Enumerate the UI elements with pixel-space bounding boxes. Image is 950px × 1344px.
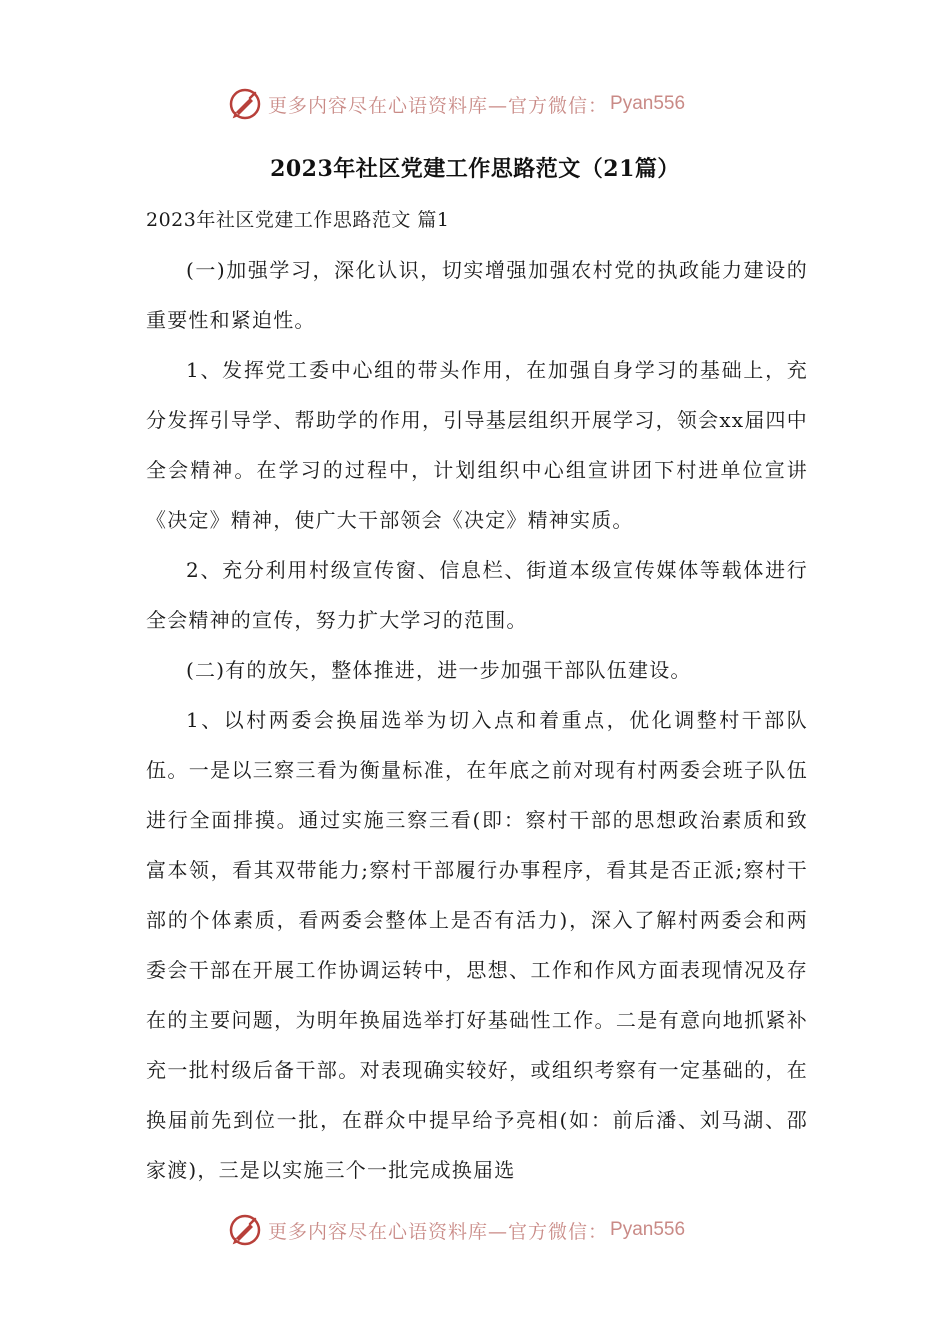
- pen-logo-icon: [228, 1213, 262, 1247]
- body-paragraph: 1、发挥党工委中心组的带头作用，在加强自身学习的基础上，充分发挥引导学、帮助学的作用，引导基层组织开展学习，领会xx届四中全会精神。在学习的过程中，计划组织中心组宣讲团下村进单位宣讲《决定》精神，使广大干部领会《决定》精神实质。: [146, 358, 808, 532]
- banner-wechat-id: Pyan556: [610, 93, 686, 114]
- header-watermark-banner: [228, 86, 685, 122]
- body-paragraph: (一)加强学习，深化认识，切实增强加强农村党的执政能力建设的重要性和紧迫性。: [146, 258, 808, 332]
- banner-text: 更多内容尽在心语资料库—官方微信：: [268, 94, 609, 117]
- footer-watermark-banner: [228, 1212, 685, 1248]
- document-title: 2023年社区党建工作思路范文（21篇）: [270, 156, 680, 182]
- document-subtitle: 2023年社区党建工作思路范文 篇1: [146, 209, 450, 231]
- body-paragraph: (二)有的放矢，整体推进，进一步加强干部队伍建设。: [186, 658, 692, 682]
- banner-wechat-id: Pyan556: [610, 1219, 686, 1240]
- body-paragraph: 1、以村两委会换届选举为切入点和着重点，优化调整村干部队伍。一是以三察三看为衡量标准，在年底之前对现有村两委会班子队伍进行全面排摸。通过实施三察三看(即：察村干部的思想政治素质和致富本领，看其双带能力;察村干部履行办事程序，看其是否正派;察村干部的个体素质，看两委会整体上是否有活力)，深入了解村两委会和两委会干部在开展工作协调运转中，思想、工作和作风方面表现情况及存在的主要问题，为明年换届选举打好基础性工作。二是有意向地抓紧补充一批村级后备干部。对表现确实较好，或组织考察有一定基础的，在换届前先到位一批，在群众中提早给予亮相(如：前后潘、刘马湖、邵家渡)，三是以实施三个一批完成换届选: [146, 708, 808, 1182]
- body-paragraph: 2、充分利用村级宣传窗、信息栏、街道本级宣传媒体等载体进行全会精神的宣传，努力扩大学习的范围。: [146, 558, 808, 632]
- banner-text: 更多内容尽在心语资料库—官方微信：: [268, 1220, 609, 1243]
- pen-logo-icon: [228, 87, 262, 121]
- document-body: [146, 245, 808, 1195]
